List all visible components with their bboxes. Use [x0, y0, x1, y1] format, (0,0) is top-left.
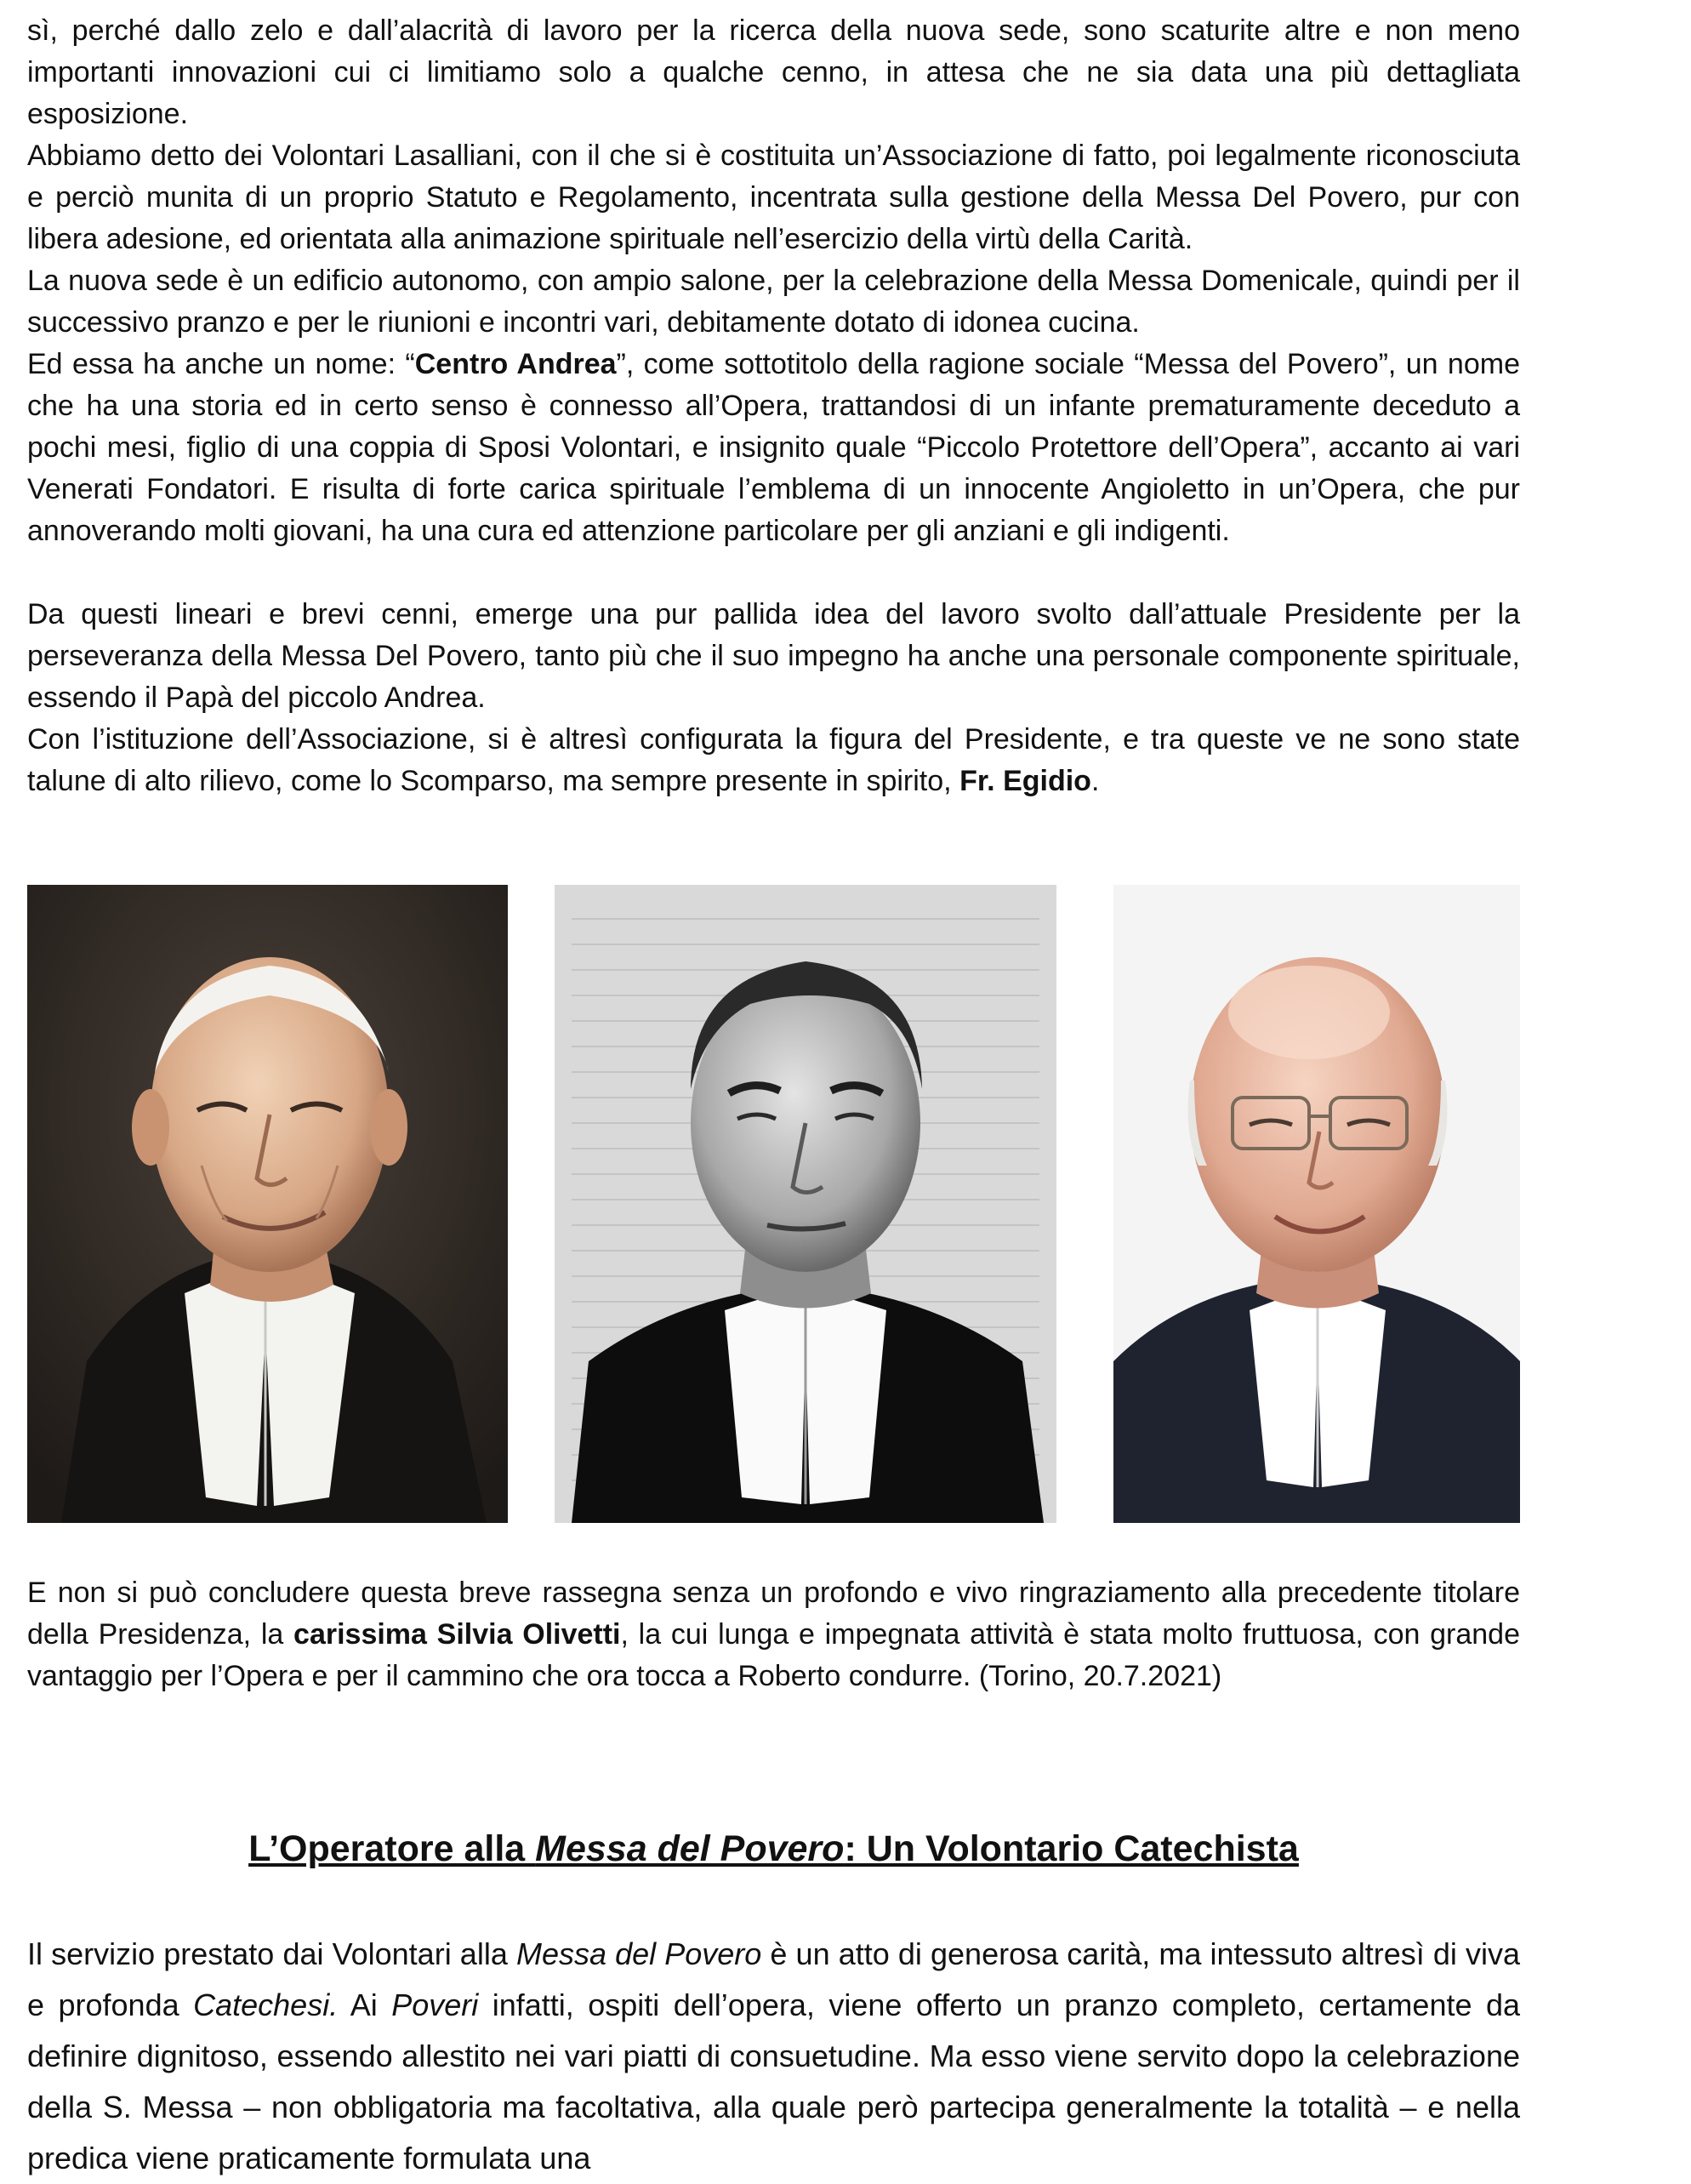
paragraph: Da questi lineari e brevi cenni, emerge una pur pallida idea del lavoro svolto dall’attuale Presidente per la perseveranza della Messa Del Povero, tanto più che il suo impegno ha anche una personale componente spirituale, essendo il Papà del piccolo Andrea.: [27, 598, 1520, 714]
paragraph: sì, perché dallo zelo e dall’alacrità di lavoro per la ricerca della nuova sede, sono scaturite altre e non meno importanti innovazioni cui ci limitiamo solo a qualche cenno, in attesa che ne sia data una più dettagliata esposizione.: [27, 14, 1520, 130]
paragraph: Con l’istituzione dell’Associazione, si è altresì configurata la figura del Presidente, e tra queste ve ne sono state talune di alto rilievo, come lo Scomparso, ma sempre presente in spirito, Fr. Egidio.: [27, 723, 1520, 797]
section-body: [27, 1929, 1520, 2184]
article-top: [27, 10, 1520, 802]
paragraph: E non si può concludere questa breve rassegna senza un profondo e vivo ringraziamento alla precedente titolare della Presidenza, la carissima Silvia Olivetti, la cui lunga e impegnata attività è stata molto fruttuosa, con grande vantaggio per l’Opera e per il cammino che ora tocca a Roberto condurre. (Torino, 20.7.2021): [27, 1577, 1520, 1692]
italic-text: Catechesi.: [193, 1987, 339, 2022]
paragraph: La nuova sede è un edificio autonomo, con ampio salone, per la celebrazione della Messa Domenicale, quindi per il successivo pranzo e per le riunioni e incontri vari, debitamente dotato di idonea cucina.: [27, 265, 1520, 339]
italic-text: Messa del Povero: [535, 1828, 845, 1869]
bold-text: Centro Andrea: [414, 348, 617, 380]
portrait-painting: [27, 885, 508, 1523]
closing-paragraph: [27, 1572, 1520, 1697]
bold-text: Fr. Egidio: [959, 765, 1091, 797]
bold-text: carissima Silvia Olivetti: [293, 1618, 621, 1651]
portrait-bw-photo: [555, 885, 1056, 1523]
italic-text: Messa del Povero: [515, 1936, 762, 1971]
section-heading: L’Operatore alla Messa del Povero: Un Volontario Catechista: [248, 1828, 1299, 1869]
paragraph: Il servizio prestato dai Volontari alla Messa del Povero è un atto di generosa carità, ma intessuto altresì di viva e profonda Catechesi. Ai Poveri infatti, ospiti dell’opera, viene offerto un pranzo completo, certamente da definire dignitoso, essendo allestito nei vari piatti di consuetudine. Ma esso viene servito dopo la celebrazione della S. Messa – non obbligatoria ma facoltativa, alla quale però partecipa generalmente la totalità – e nella predica viene praticamente formulata una: [27, 1936, 1521, 2175]
paragraph: Abbiamo detto dei Volontari Lasalliani, con il che si è costituita un’Associazione di fatto, poi legalmente riconosciuta e perciò munita di un proprio Statuto e Regolamento, incentrata sulla gestione della Messa Del Povero, pur con libera adesione, ed orientata alla animazione spirituale nell’esercizio della virtù della Carità.: [27, 140, 1520, 255]
portrait-color-photo: [1113, 885, 1520, 1523]
portrait-photos: [27, 885, 1520, 1523]
paragraph: Ed essa ha anche un nome: “Centro Andrea”, come sottotitolo della ragione sociale “Messa del Povero”, un nome che ha una storia ed in certo senso è connesso all’Opera, trattandosi di un infante prematuramente deceduto a pochi mesi, figlio di una coppia di Sposi Volontari, e insignito quale “Piccolo Protettore dell’Opera”, accanto ai vari Venerati Fondatori. E risulta di forte carica spirituale l’emblema di un innocente Angioletto in un’Opera, che pur annoverando molti giovani, ha una cura ed attenzione particolare per gli anziani e gli indigenti.: [27, 348, 1520, 547]
italic-text: Poveri: [391, 1987, 479, 2022]
